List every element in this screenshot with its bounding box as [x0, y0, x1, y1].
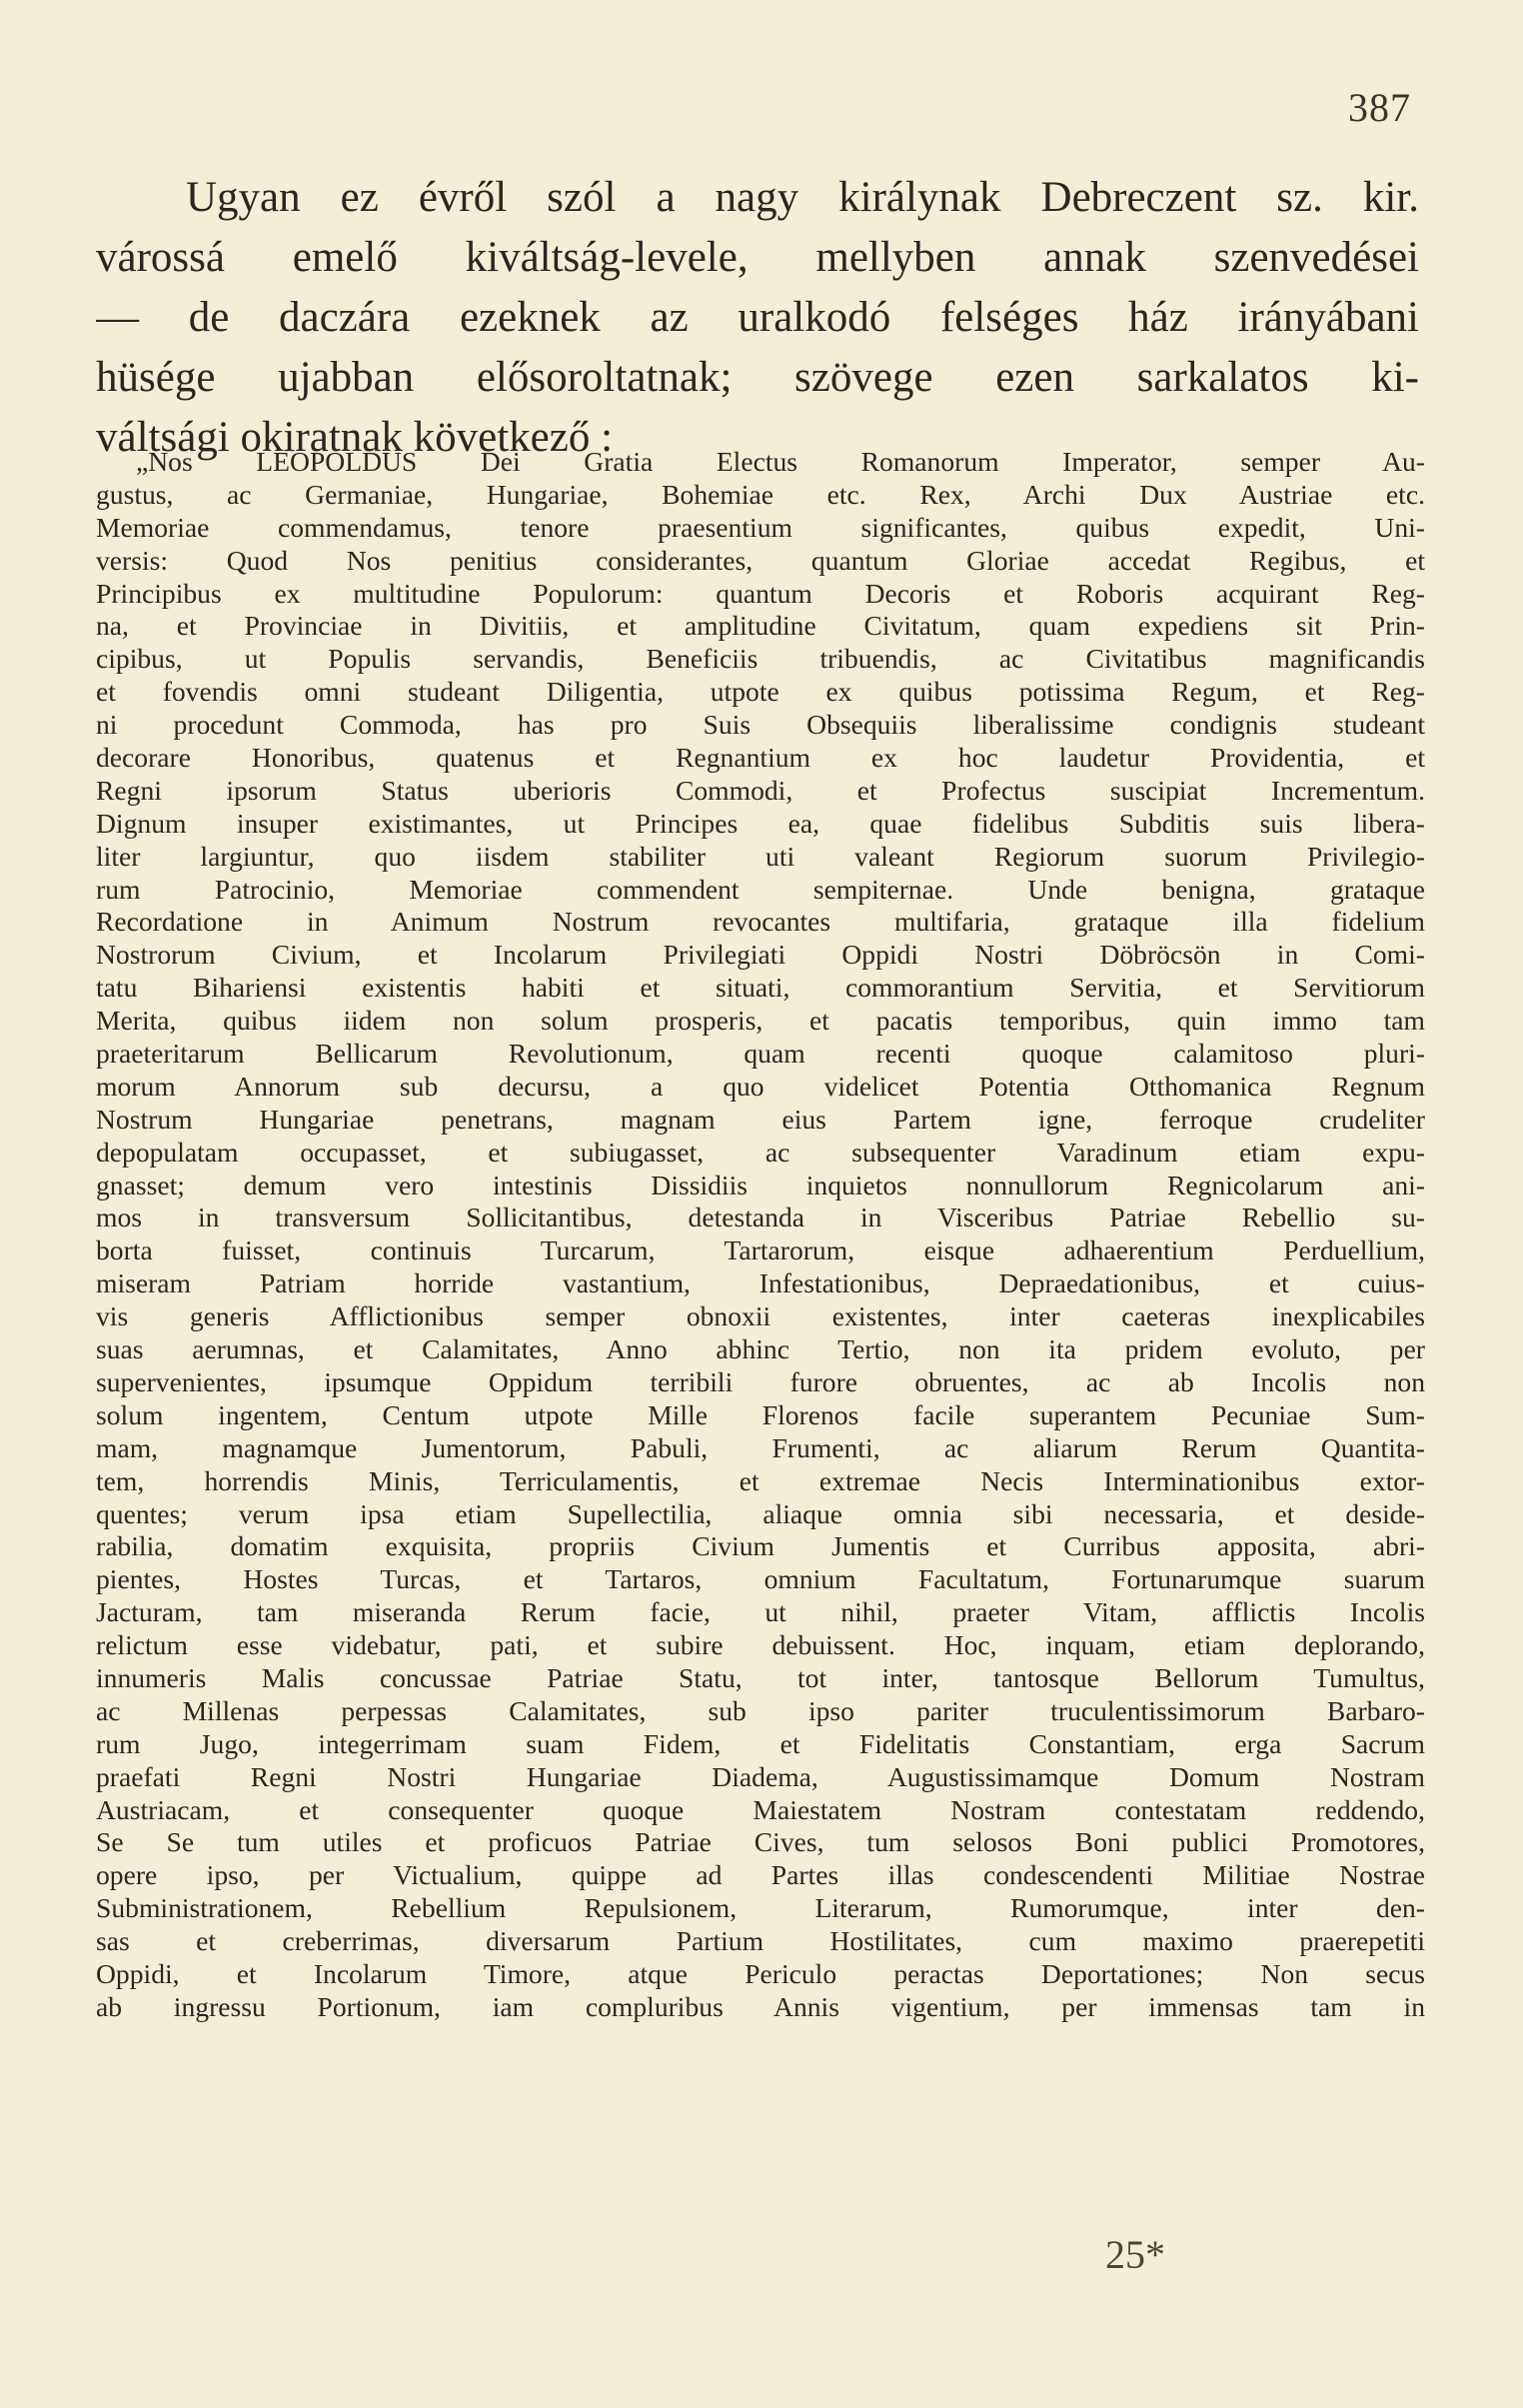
latin-line: tatu Bihariensi existentis habiti et situati, commorantium Servitia, et Servitiorum — [96, 972, 1425, 1004]
latin-line: relictum esse videbatur, pati, et subire debuissent. Hoc, inquam, etiam deplorando, — [96, 1629, 1425, 1661]
latin-line: Regni ipsorum Status uberioris Commodi, et Profectus suscipiat Incrementum. — [96, 774, 1425, 806]
latin-line: Nostrum Hungariae penetrans, magnam eius Partem igne, ferroque crudeliter — [96, 1103, 1425, 1135]
page-number: 387 — [1348, 85, 1411, 130]
latin-line: ni procedunt Commoda, has pro Suis Obsequiis liberalissime condignis studeant — [96, 709, 1425, 741]
latin-charter-text — [96, 446, 1425, 2024]
latin-line: na, et Provinciae in Divitiis, et amplitudine Civitatum, quam expediens sit Prin- — [96, 610, 1425, 642]
latin-line: gustus, ac Germaniae, Hungariae, Bohemiae etc. Rex, Archi Dux Austriae etc. — [96, 478, 1425, 510]
latin-line: cipibus, ut Populis servandis, Beneficiis tribuendis, ac Civitatibus magnificandis — [96, 643, 1425, 675]
latin-line: praeteritarum Bellicarum Revolutionum, quam recenti quoque calamitoso pluri- — [96, 1038, 1425, 1070]
latin-line: mam, magnamque Jumentorum, Pabuli, Frumenti, ac aliarum Rerum Quantita- — [96, 1431, 1425, 1463]
latin-line: ac Millenas perpessas Calamitates, sub ipso pariter truculentissimorum Barbaro- — [96, 1694, 1425, 1726]
latin-line: suas aerumnas, et Calamitates, Anno abhinc Tertio, non ita pridem evoluto, per — [96, 1333, 1425, 1365]
latin-line: liter largiuntur, quo iisdem stabiliter uti valeant Regiorum suorum Privilegio- — [96, 840, 1425, 872]
intro-line: Ugyan ez évről szól a nagy királynak Debreczent sz. kir. — [186, 174, 1419, 221]
latin-line: Nostrorum Civium, et Incolarum Privilegiati Oppidi Nostri Döbröcsön in Comi- — [96, 939, 1425, 971]
latin-line: solum ingentem, Centum utpote Mille Florenos facile superantem Pecuniae Sum- — [96, 1398, 1425, 1430]
latin-line: Memoriae commendamus, tenore praesentium significantes, quibus expedit, Uni- — [96, 511, 1425, 543]
latin-line: Se Se tum utiles et proficuos Patriae Cives, tum selosos Boni publici Promotores, — [96, 1826, 1425, 1858]
latin-line: rabilia, domatim exquisita, propriis Civium Jumentis et Curribus apposita, abri- — [96, 1530, 1425, 1562]
intro-line: váltsági okiratnak következő : — [96, 414, 614, 461]
latin-line: Oppidi, et Incolarum Timore, atque Periculo peractas Deportationes; Non secus — [96, 1957, 1425, 1989]
latin-line: Subministrationem, Rebellium Repulsionem, Literarum, Rumorumque, inter den- — [96, 1892, 1425, 1924]
latin-line: Recordatione in Animum Nostrum revocantes multifaria, grataque illa fidelium — [96, 906, 1425, 938]
latin-line: ab ingressu Portionum, iam compluribus Annis vigentium, per immensas tam in — [96, 1990, 1425, 2022]
latin-line: vis generis Afflictionibus semper obnoxii existentes, inter caeteras inexplicabiles — [96, 1300, 1425, 1332]
latin-line: quentes; verum ipsa etiam Supellectilia, aliaque omnia sibi necessaria, et deside- — [96, 1497, 1425, 1529]
latin-line: „Nos LEOPOLDUS Dei Gratia Electus Romanorum Imperator, semper Au- — [136, 446, 1425, 477]
latin-line: opere ipso, per Victualium, quippe ad Partes illas condescendenti Militiae Nostrae — [96, 1859, 1425, 1891]
latin-line: mos in transversum Sollicitantibus, detestanda in Visceribus Patriae Rebellio su- — [96, 1202, 1425, 1233]
latin-line: Jacturam, tam miseranda Rerum facie, ut nihil, praeter Vitam, afflictis Incolis — [96, 1596, 1425, 1628]
latin-line: borta fuisset, continuis Turcarum, Tartarorum, eisque adhaerentium Perduellium, — [96, 1234, 1425, 1266]
latin-line: decorare Honoribus, quatenus et Regnantium ex hoc laudetur Providentia, et — [96, 742, 1425, 774]
latin-line: depopulatam occupasset, et subiugasset, ac subsequenter Varadinum etiam expu- — [96, 1136, 1425, 1168]
latin-line: rum Jugo, integerrimam suam Fidem, et Fidelitatis Constantiam, erga Sacrum — [96, 1727, 1425, 1759]
latin-line: Austriacam, et consequenter quoque Maiestatem Nostram contestatam reddendo, — [96, 1793, 1425, 1825]
latin-line: tem, horrendis Minis, Terriculamentis, et extremae Necis Interminationibus extor- — [96, 1464, 1425, 1496]
latin-line: versis: Quod Nos penitius considerantes, quantum Gloriae accedat Regibus, et — [96, 544, 1425, 576]
latin-line: gnasset; demum vero intestinis Dissidiis inquietos nonnullorum Regnicolarum ani- — [96, 1169, 1425, 1201]
latin-line: Merita, quibus iidem non solum prosperis, et pacatis temporibus, quin immo tam — [96, 1005, 1425, 1037]
intro-line: — de daczára ezeknek az uralkodó felséges ház irányábani — [96, 294, 1419, 341]
latin-line: miseram Patriam horride vastantium, Infestationibus, Depraedationibus, et cuius- — [96, 1267, 1425, 1299]
hungarian-intro-paragraph — [96, 168, 1419, 468]
latin-line: rum Patrocinio, Memoriae commendent sempiternae. Unde benigna, grataque — [96, 873, 1425, 905]
latin-line: sas et creberrimas, diversarum Partium Hostilitates, cum maximo praerepetiti — [96, 1925, 1425, 1957]
latin-line: Dignum insuper existimantes, ut Principes ea, quae fidelibus Subditis suis libera- — [96, 807, 1425, 839]
latin-line: et fovendis omni studeant Diligentia, utpote ex quibus potissima Regum, et Reg- — [96, 676, 1425, 708]
latin-line: supervenientes, ipsumque Oppidum terribili furore obruentes, ac ab Incolis non — [96, 1365, 1425, 1397]
latin-line: pientes, Hostes Turcas, et Tartaros, omnium Facultatum, Fortunarumque suarum — [96, 1563, 1425, 1595]
signature-mark: 25* — [1105, 2232, 1165, 2277]
latin-line: innumeris Malis concussae Patriae Statu, tot inter, tantosque Bellorum Tumultus, — [96, 1661, 1425, 1693]
latin-line: morum Annorum sub decursu, a quo videlicet Potentia Otthomanica Regnum — [96, 1070, 1425, 1102]
latin-line: praefati Regni Nostri Hungariae Diadema, Augustissimamque Domum Nostram — [96, 1760, 1425, 1792]
intro-line: várossá emelő kiváltság-levele, mellyben annak szenvedései — [96, 234, 1419, 281]
intro-line: hüsége ujabban elősoroltatnak; szövege ezen sarkalatos ki- — [96, 354, 1419, 401]
latin-line: Principibus ex multitudine Populorum: quantum Decoris et Roboris acquirant Reg- — [96, 577, 1425, 609]
